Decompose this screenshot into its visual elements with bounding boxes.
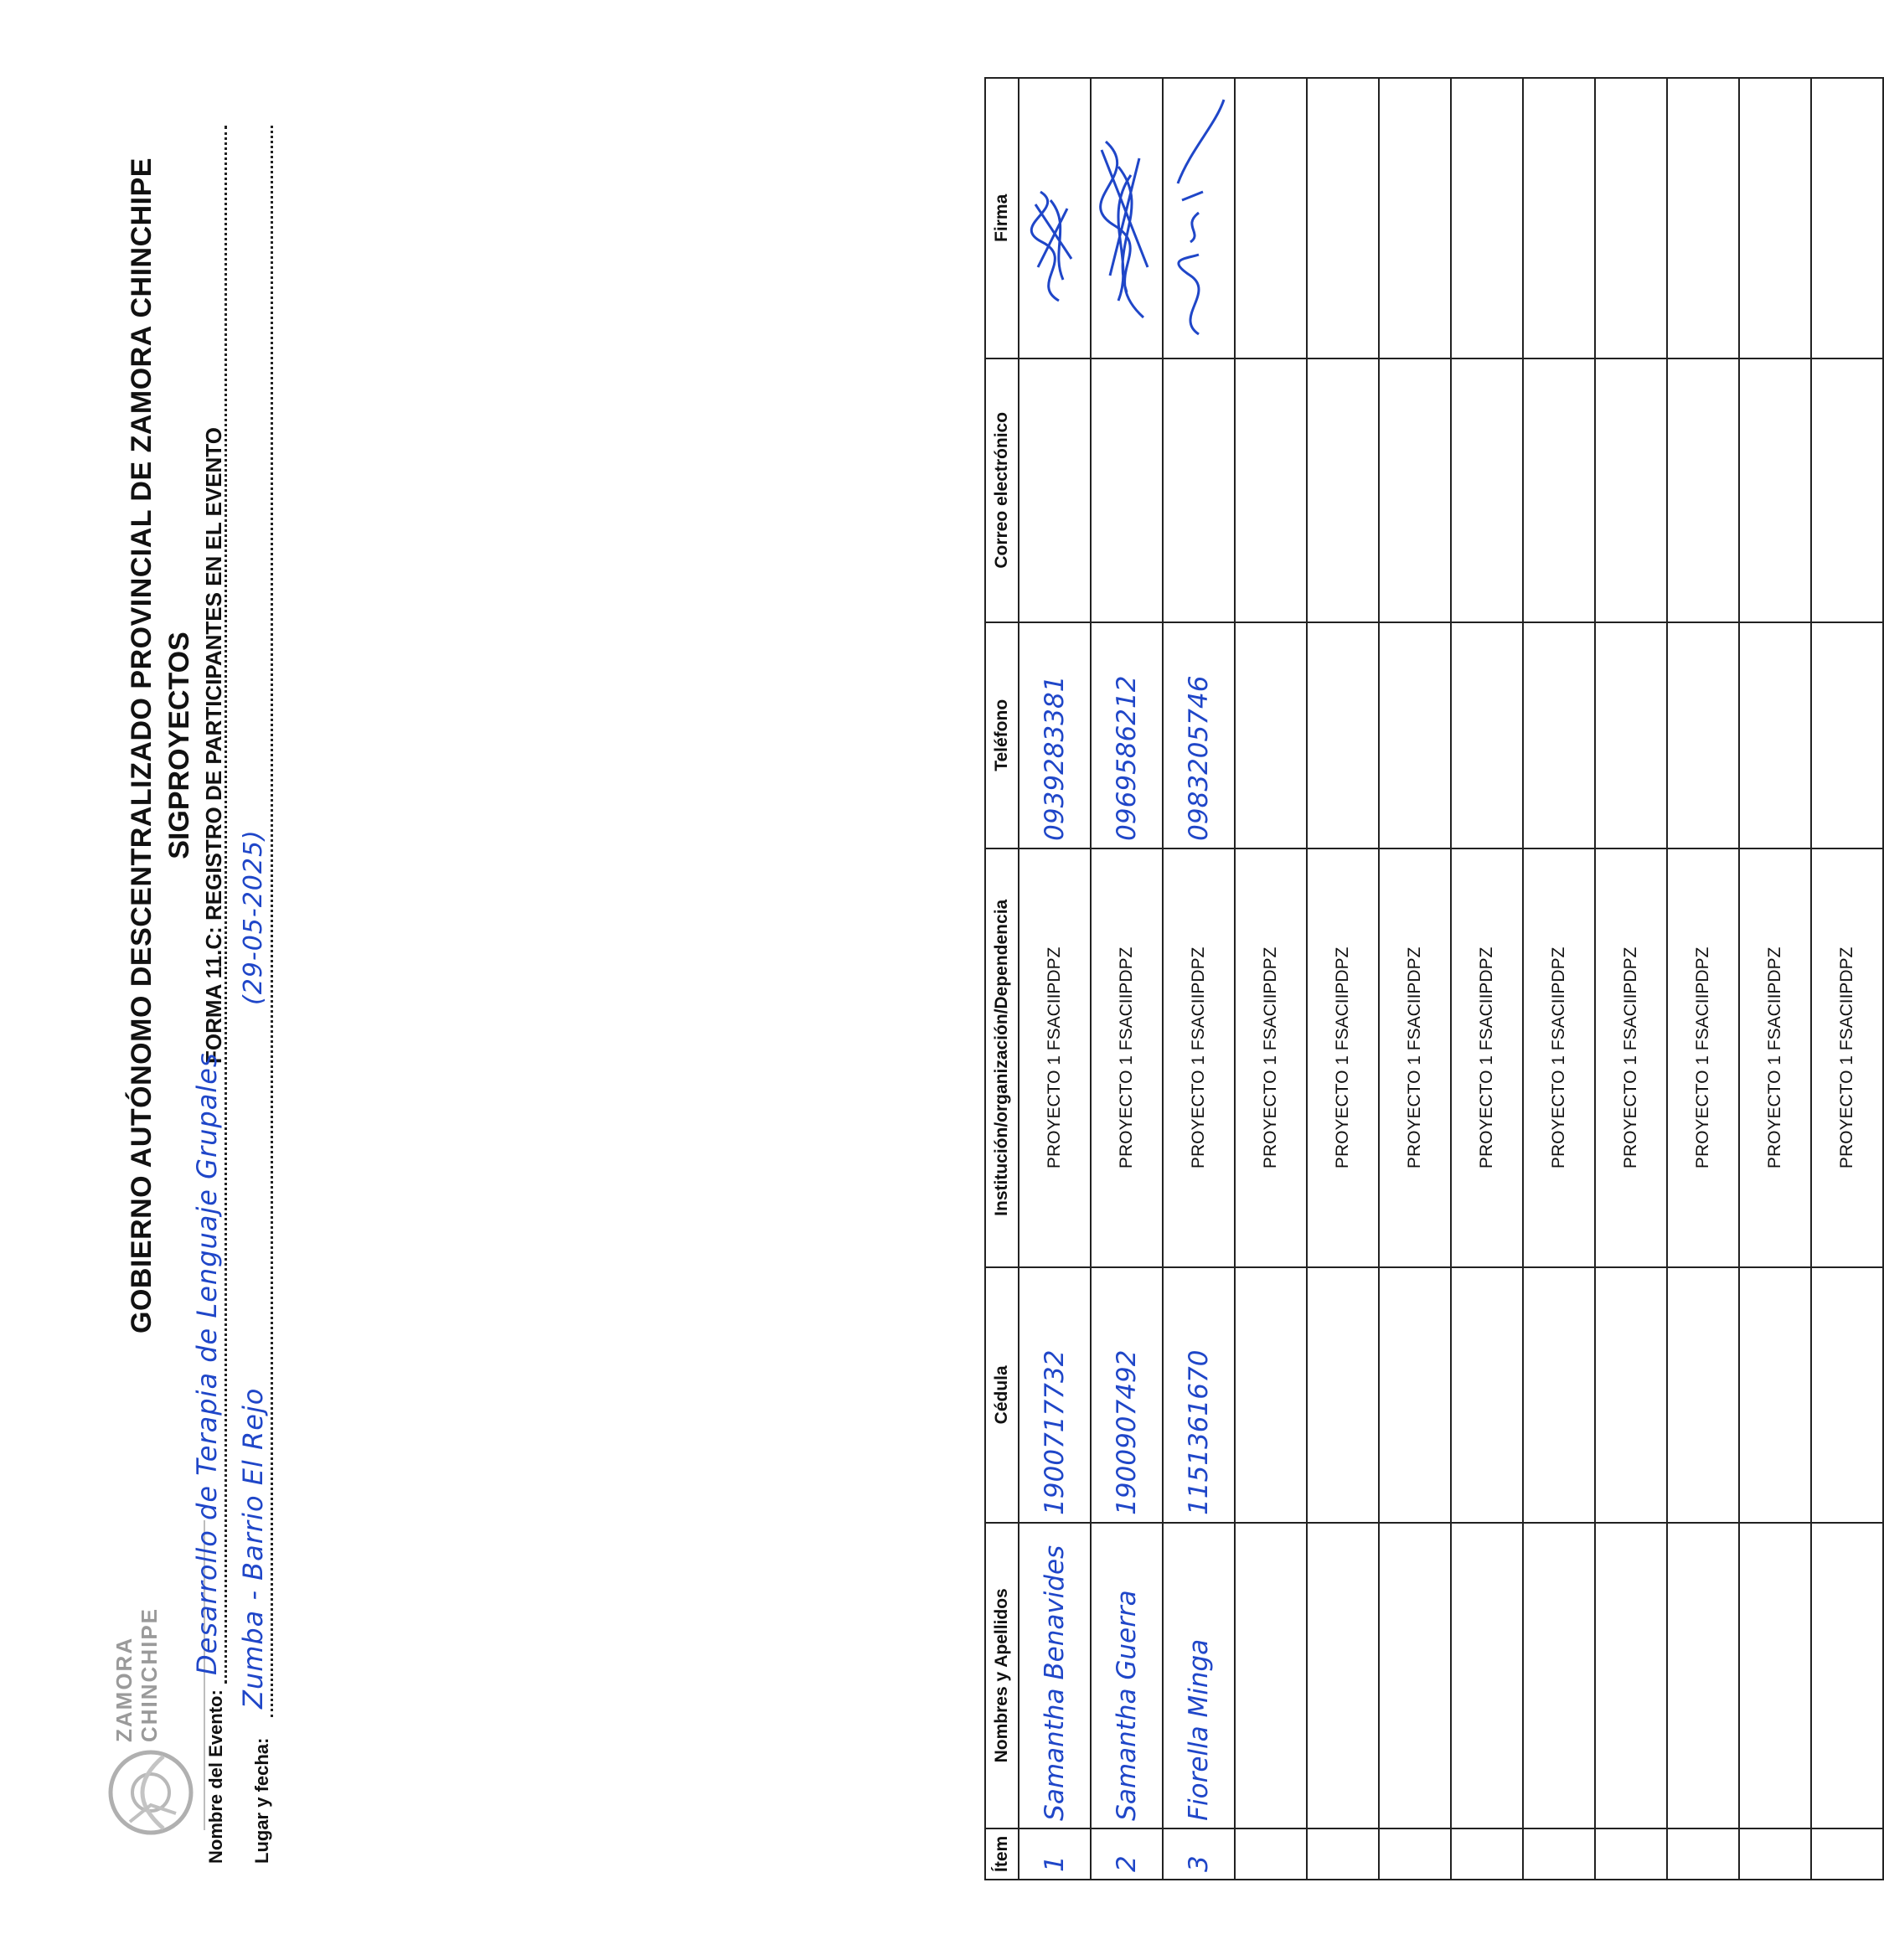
item-cell: 1	[1019, 1828, 1091, 1880]
email-cell	[1379, 358, 1451, 622]
table-row	[1307, 78, 1379, 1880]
phone-cell	[1811, 622, 1883, 848]
phone-cell: 0969586212	[1091, 622, 1163, 848]
table-row	[1235, 78, 1307, 1880]
cedula-cell	[1523, 1267, 1595, 1523]
signature-cell	[1811, 78, 1883, 358]
cedula-cell	[1379, 1267, 1451, 1523]
place-value: Zumba - Barrio El Rejo	[237, 1387, 269, 1709]
phone-cell: 0983205746	[1163, 622, 1235, 848]
phone-cell	[1307, 622, 1379, 848]
email-cell	[1163, 358, 1235, 622]
header-email: Correo electrónico	[985, 358, 1019, 622]
item-cell	[1379, 1828, 1451, 1880]
email-cell	[1667, 358, 1739, 622]
phone-cell	[1595, 622, 1667, 848]
email-cell	[1091, 358, 1163, 622]
institution-cell: PROYECTO 1 FSACIIPDPZ	[1811, 848, 1883, 1267]
signature-cell	[1307, 78, 1379, 358]
email-cell	[1019, 358, 1091, 622]
cedula-cell	[1451, 1267, 1523, 1523]
header-institution: Institución/organización/Dependencia	[985, 848, 1019, 1267]
email-cell	[1811, 358, 1883, 622]
institution-cell: PROYECTO 1 FSACIIPDPZ	[1523, 848, 1595, 1267]
cedula-cell: 1900717732	[1019, 1267, 1091, 1523]
table-row	[1091, 78, 1163, 1880]
item-cell	[1307, 1828, 1379, 1880]
email-cell	[1523, 358, 1595, 622]
email-cell	[1235, 358, 1307, 622]
signature-scribble-3	[1165, 100, 1232, 351]
logo-text-line-1: ZAMORA	[111, 1636, 137, 1742]
signature-cell	[1235, 78, 1307, 358]
table-row	[1379, 78, 1451, 1880]
name-cell: Samantha Benavides	[1019, 1523, 1091, 1828]
item-cell	[1595, 1828, 1667, 1880]
name-cell	[1379, 1523, 1451, 1828]
signature-cell	[1523, 78, 1595, 358]
email-cell	[1451, 358, 1523, 622]
institution-cell: PROYECTO 1 FSACIIPDPZ	[1595, 848, 1667, 1267]
cedula-cell	[1739, 1267, 1811, 1523]
phone-cell	[1523, 622, 1595, 848]
item-cell	[1235, 1828, 1307, 1880]
name-cell: Samantha Guerra	[1091, 1523, 1163, 1828]
phone-cell	[1379, 622, 1451, 848]
name-cell: Fiorella Minga	[1163, 1523, 1235, 1828]
cedula-cell	[1595, 1267, 1667, 1523]
event-name-value: Desarrollo de Terapia de Lenguaje Grupales	[191, 1052, 223, 1675]
institution-cell: PROYECTO 1 FSACIIPDPZ	[1451, 848, 1523, 1267]
provincial-emblem-icon	[105, 1746, 197, 1839]
signature-cell	[1739, 78, 1811, 358]
event-name-label: Nombre del Evento:	[205, 1689, 226, 1864]
signature-cell	[1019, 78, 1091, 358]
name-cell	[1811, 1523, 1883, 1828]
institution-cell: PROYECTO 1 FSACIIPDPZ	[1235, 848, 1307, 1267]
signature-cell	[1379, 78, 1451, 358]
signature-cell	[1595, 78, 1667, 358]
header-phone: Teléfono	[985, 622, 1019, 848]
phone-cell	[1667, 622, 1739, 848]
email-cell	[1739, 358, 1811, 622]
item-cell	[1739, 1828, 1811, 1880]
cedula-cell	[1307, 1267, 1379, 1523]
institution-cell: PROYECTO 1 FSACIIPDPZ	[1379, 848, 1451, 1267]
page-title: GOBIERNO AUTÓNOMO DESCENTRALIZADO PROVINCIAL DE ZAMORA CHINCHIPE	[126, 157, 157, 1333]
phone-cell	[1739, 622, 1811, 848]
name-cell	[1739, 1523, 1811, 1828]
institution-cell: PROYECTO 1 FSACIIPDPZ	[1739, 848, 1811, 1267]
cedula-cell: 1900907492	[1091, 1267, 1163, 1523]
signature-cell	[1163, 78, 1235, 358]
item-cell: 3	[1163, 1828, 1235, 1880]
page-subtitle: SIGPROYECTOS	[163, 632, 195, 859]
header-name: Nombres y Apellidos	[985, 1523, 1019, 1828]
signature-scribble-2	[1093, 100, 1160, 351]
header-cedula: Cédula	[985, 1267, 1019, 1523]
email-cell	[1595, 358, 1667, 622]
institution-cell: PROYECTO 1 FSACIIPDPZ	[1019, 848, 1091, 1267]
table-row	[1811, 78, 1883, 1880]
item-cell	[1667, 1828, 1739, 1880]
logo	[96, 1520, 205, 1839]
date-value: (29-05-2025)	[239, 829, 268, 1005]
logo-text-line-2: CHINCHIPE	[137, 1607, 162, 1742]
participants-table	[984, 77, 1884, 1880]
cedula-cell	[1811, 1267, 1883, 1523]
phone-cell: 0939283381	[1019, 622, 1091, 848]
table-row	[1523, 78, 1595, 1880]
table-header-row	[985, 78, 1019, 1880]
header-signature: Firma	[985, 78, 1019, 358]
name-cell	[1595, 1523, 1667, 1828]
institution-cell: PROYECTO 1 FSACIIPDPZ	[1307, 848, 1379, 1267]
table-row	[1667, 78, 1739, 1880]
header-item: Ítem	[985, 1828, 1019, 1880]
email-cell	[1307, 358, 1379, 622]
cedula-cell	[1235, 1267, 1307, 1523]
phone-cell	[1235, 622, 1307, 848]
signature-scribble-1	[1025, 100, 1084, 351]
item-cell: 2	[1091, 1828, 1163, 1880]
table-row	[1739, 78, 1811, 1880]
cedula-cell: 1151361670	[1163, 1267, 1235, 1523]
table-row	[1019, 78, 1091, 1880]
form-title: FORMA 11.C: REGISTRO DE PARTICIPANTES EN EL EVENTO	[201, 427, 226, 1064]
table-body	[1019, 78, 1883, 1880]
signature-cell	[1091, 78, 1163, 358]
phone-cell	[1451, 622, 1523, 848]
name-cell	[1667, 1523, 1739, 1828]
name-cell	[1235, 1523, 1307, 1828]
signature-cell	[1451, 78, 1523, 358]
signature-cell	[1667, 78, 1739, 358]
logo-text	[111, 1607, 162, 1742]
table-row	[1595, 78, 1667, 1880]
place-date-label: Lugar y fecha:	[251, 1737, 272, 1864]
name-cell	[1307, 1523, 1379, 1828]
cedula-cell	[1667, 1267, 1739, 1523]
item-cell	[1451, 1828, 1523, 1880]
name-cell	[1451, 1523, 1523, 1828]
name-cell	[1523, 1523, 1595, 1828]
item-cell	[1523, 1828, 1595, 1880]
table-row	[1451, 78, 1523, 1880]
place-date-line	[271, 126, 273, 1717]
event-name-line	[225, 126, 227, 1684]
institution-cell: PROYECTO 1 FSACIIPDPZ	[1667, 848, 1739, 1267]
institution-cell: PROYECTO 1 FSACIIPDPZ	[1091, 848, 1163, 1267]
institution-cell: PROYECTO 1 FSACIIPDPZ	[1163, 848, 1235, 1267]
item-cell	[1811, 1828, 1883, 1880]
table-row	[1163, 78, 1235, 1880]
